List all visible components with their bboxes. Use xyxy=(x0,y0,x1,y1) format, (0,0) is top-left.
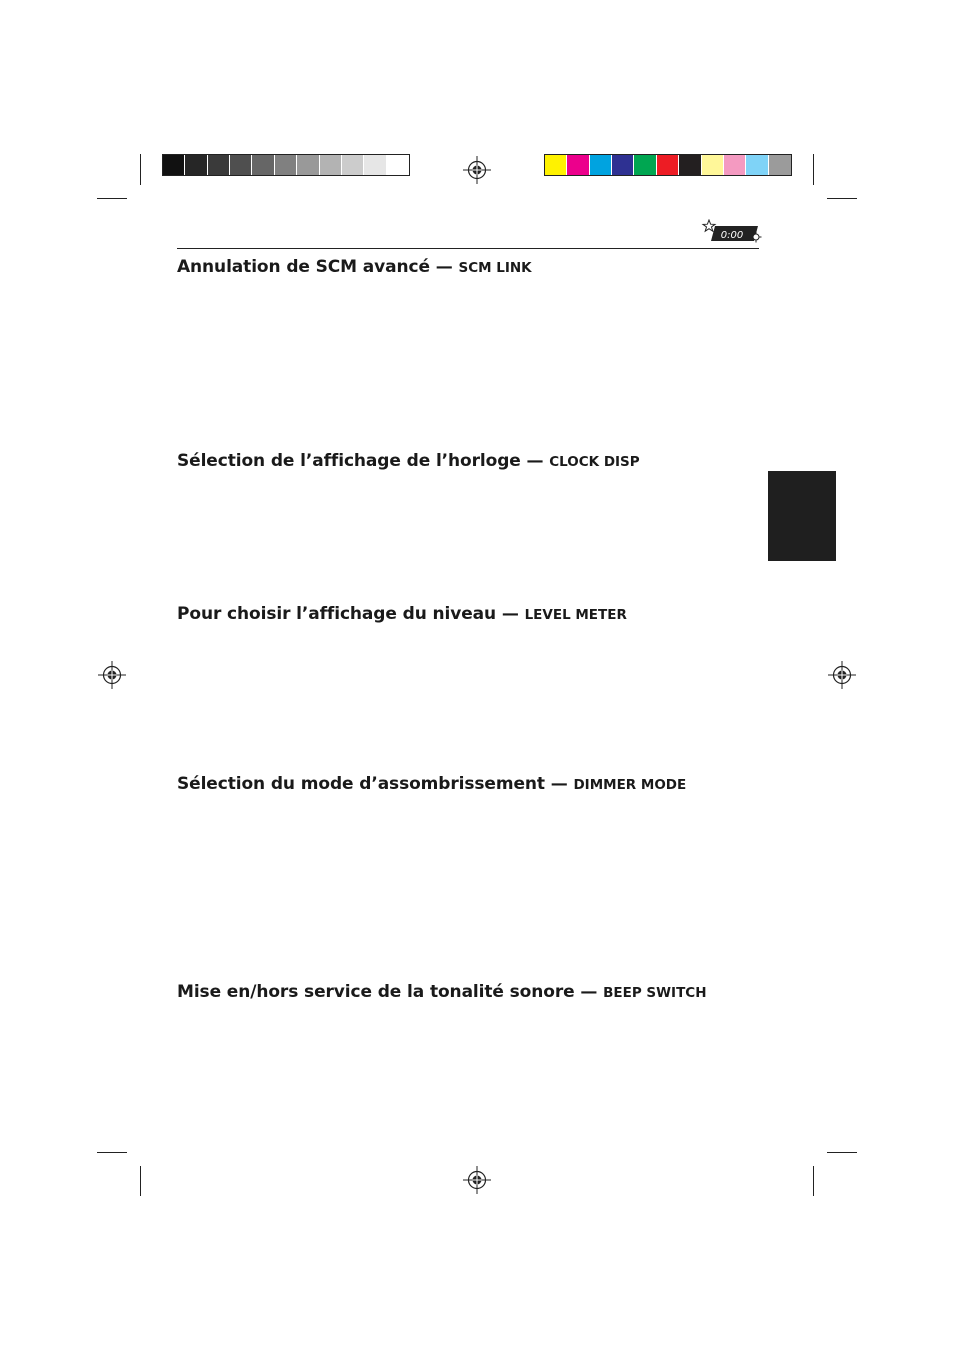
color-swatch-10 xyxy=(746,155,768,175)
section-separator: — xyxy=(574,982,604,1002)
registration-mark-icon xyxy=(98,661,126,689)
crop-mark-bottom-left-h xyxy=(97,1152,127,1153)
section-heading-dimmer-mode xyxy=(177,774,686,794)
section-heading-level-meter xyxy=(177,604,627,624)
grey-swatch-7 xyxy=(297,155,319,175)
color-swatch-7 xyxy=(679,155,701,175)
crop-mark-bottom-right-v xyxy=(813,1166,814,1196)
color-swatch-3 xyxy=(590,155,612,175)
grey-swatch-6 xyxy=(275,155,297,175)
section-title: Sélection de l’affichage de l’horloge xyxy=(177,451,521,471)
crop-mark-top-left-h xyxy=(97,198,127,199)
color-swatch-2 xyxy=(567,155,589,175)
section-separator: — xyxy=(496,604,525,624)
crop-mark-top-right-h xyxy=(827,198,857,199)
grey-swatch-5 xyxy=(252,155,274,175)
color-swatch-5 xyxy=(634,155,656,175)
section-code: BEEP SWITCH xyxy=(603,985,707,1001)
section-separator: — xyxy=(544,774,574,794)
color-swatch-6 xyxy=(657,155,679,175)
grey-swatch-4 xyxy=(230,155,252,175)
color-swatch-9 xyxy=(724,155,746,175)
registration-mark-icon xyxy=(463,1166,491,1194)
section-title: Annulation de SCM avancé xyxy=(177,257,430,277)
section-title: Mise en/hors service de la tonalité sonore xyxy=(177,982,575,1002)
section-code: DIMMER MODE xyxy=(573,777,687,793)
grey-swatch-9 xyxy=(342,155,364,175)
color-swatch-1 xyxy=(545,155,567,175)
grey-swatch-1 xyxy=(163,155,185,175)
section-code: SCM LINK xyxy=(458,260,532,276)
color-swatch-11 xyxy=(769,155,791,175)
section-separator: — xyxy=(429,257,459,277)
grey-scale-bar xyxy=(162,154,410,176)
section-heading-beep-switch xyxy=(177,982,707,1002)
registration-mark-icon xyxy=(828,661,856,689)
crop-mark-top-left-v xyxy=(140,154,141,185)
crop-mark-bottom-left-v xyxy=(140,1166,141,1196)
section-title: Pour choisir l’affichage du niveau xyxy=(177,604,497,624)
color-swatch-4 xyxy=(612,155,634,175)
grey-swatch-2 xyxy=(185,155,207,175)
header-rule xyxy=(177,248,759,249)
section-heading-scm-link xyxy=(177,257,532,277)
grey-swatch-10 xyxy=(364,155,386,175)
clock-display-icon xyxy=(701,219,763,245)
section-title: Sélection du mode d’assombrissement xyxy=(177,774,545,794)
color-swatch-8 xyxy=(702,155,724,175)
side-tab xyxy=(768,471,836,561)
section-heading-clock-disp xyxy=(177,451,640,471)
color-scale-bar xyxy=(544,154,792,176)
section-code: LEVEL METER xyxy=(524,607,627,623)
crop-mark-top-right-v xyxy=(813,154,814,185)
section-separator: — xyxy=(520,451,550,471)
crop-mark-bottom-right-h xyxy=(827,1152,857,1153)
grey-swatch-3 xyxy=(208,155,230,175)
section-code: CLOCK DISP xyxy=(549,454,640,470)
grey-swatch-8 xyxy=(320,155,342,175)
registration-mark-icon xyxy=(463,156,491,184)
clock-display-text: 0:00 xyxy=(720,230,744,241)
grey-swatch-11 xyxy=(387,155,409,175)
